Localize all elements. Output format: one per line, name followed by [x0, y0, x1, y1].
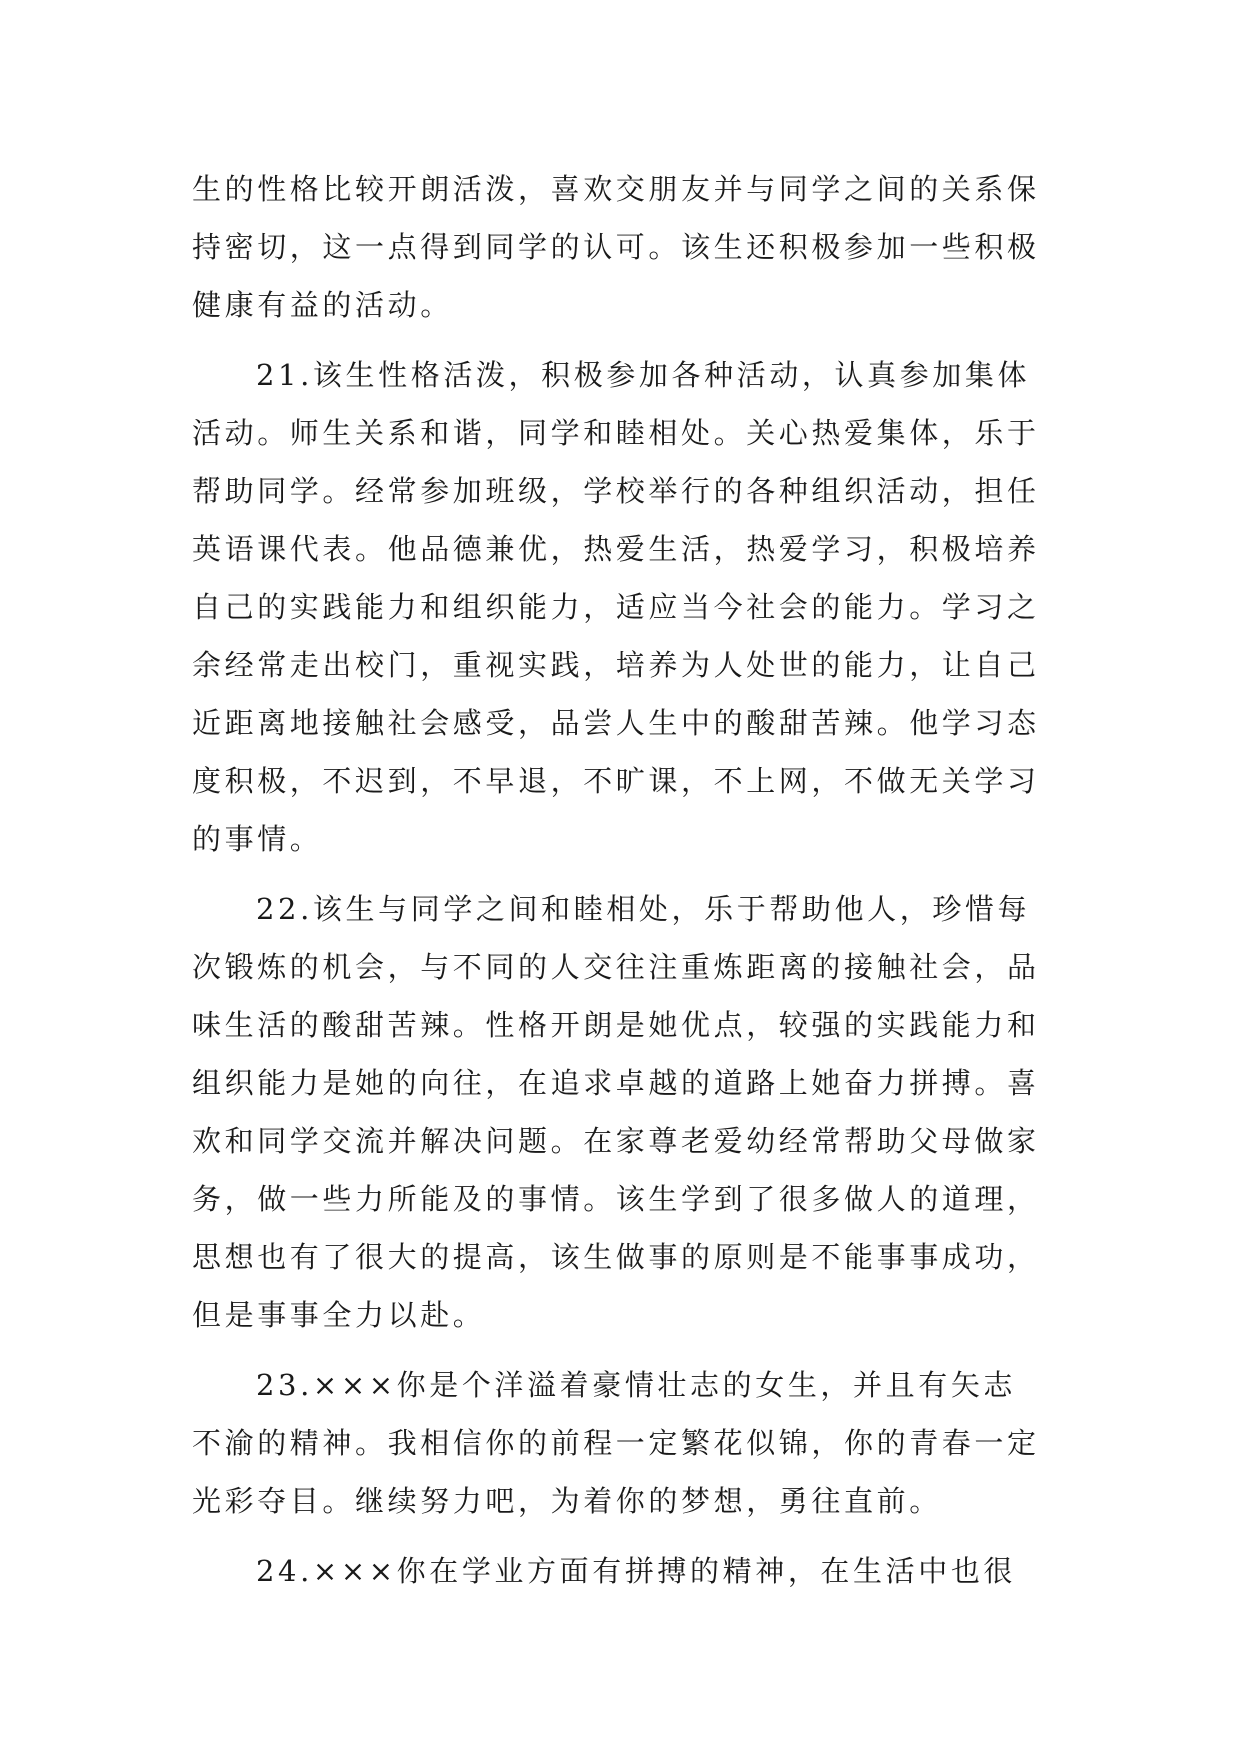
text-line: 光彩夺目。继续努力吧，为着你的梦想，勇往直前。 — [192, 1484, 942, 1518]
text-line: 英语课代表。他品德兼优，热爱生活，热爱学习，积极培养 — [192, 532, 1040, 566]
text-line: 生的性格比较开朗活泼，喜欢交朋友并与同学之间的关系保 — [192, 172, 1040, 206]
text-line: 帮助同学。经常参加班级，学校举行的各种组织活动，担任 — [192, 474, 1040, 508]
text-line: 不渝的精神。我相信你的前程一定繁花似锦，你的青春一定 — [192, 1426, 1040, 1460]
text-line: 欢和同学交流并解决问题。在家尊老爱幼经常帮助父母做家 — [192, 1124, 1040, 1158]
text-line: 的事情。 — [192, 822, 323, 856]
paragraph-21-start: 21.该生性格活泼，积极参加各种活动，认真参加集体 — [256, 358, 1031, 392]
paragraph-24-start: 24.×××你在学业方面有拼搏的精神，在生活中也很 — [256, 1554, 1017, 1588]
text-line: 组织能力是她的向往，在追求卓越的道路上她奋力拼搏。喜 — [192, 1066, 1040, 1100]
text-line: 近距离地接触社会感受，品尝人生中的酸甜苦辣。他学习态 — [192, 706, 1040, 740]
text-line: 味生活的酸甜苦辣。性格开朗是她优点，较强的实践能力和 — [192, 1008, 1040, 1042]
text-line: 但是事事全力以赴。 — [192, 1298, 486, 1332]
paragraph-22-start: 22.该生与同学之间和睦相处，乐于帮助他人，珍惜每 — [256, 892, 1031, 926]
text-line: 健康有益的活动。 — [192, 288, 453, 322]
document-body — [192, 160, 1060, 1600]
text-line: 次锻炼的机会，与不同的人交往注重炼距离的接触社会，品 — [192, 950, 1040, 984]
text-line: 自己的实践能力和组织能力，适应当今社会的能力。学习之 — [192, 590, 1040, 624]
text-line: 务，做一些力所能及的事情。该生学到了很多做人的道理， — [192, 1182, 1040, 1216]
paragraph-23-start: 23.×××你是个洋溢着豪情壮志的女生，并且有矢志 — [256, 1368, 1017, 1402]
text-line: 持密切，这一点得到同学的认可。该生还积极参加一些积极 — [192, 230, 1040, 264]
text-line: 度积极，不迟到，不早退，不旷课，不上网，不做无关学习 — [192, 764, 1040, 798]
text-line: 思想也有了很大的提高，该生做事的原则是不能事事成功， — [192, 1240, 1040, 1274]
text-line: 余经常走出校门，重视实践，培养为人处世的能力，让自己 — [192, 648, 1040, 682]
text-line: 活动。师生关系和谐，同学和睦相处。关心热爱集体，乐于 — [192, 416, 1040, 450]
